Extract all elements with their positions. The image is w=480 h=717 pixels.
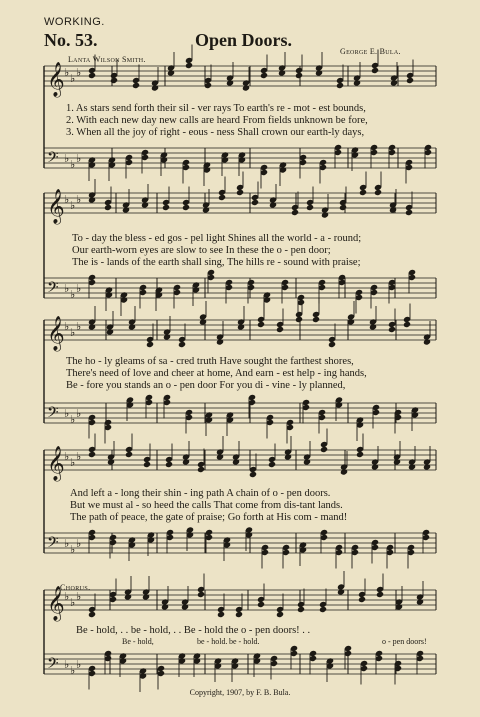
flat-sign: ♭ — [64, 320, 70, 333]
section-label: WORKING. — [44, 16, 105, 28]
note-head — [371, 67, 379, 74]
note-head — [423, 463, 431, 470]
note-head — [276, 611, 284, 618]
flat-sign: ♭ — [76, 152, 82, 165]
note-head — [297, 606, 305, 613]
note-head — [278, 69, 286, 76]
bass-clef: 𝄢 — [47, 655, 59, 676]
lyric-line: 3. When all the joy of right - eous - ness Shall crown our earth-ly days, — [66, 127, 365, 138]
note-head — [251, 199, 259, 206]
note-head — [388, 326, 396, 333]
bass-clef: 𝄢 — [47, 279, 59, 300]
note-head — [321, 211, 329, 218]
note-head — [369, 323, 377, 330]
note-head — [319, 606, 327, 613]
note-head — [295, 72, 303, 79]
note-head — [141, 201, 149, 208]
flat-sign: ♭ — [76, 66, 82, 79]
flat-sign: ♭ — [76, 407, 82, 420]
note-head — [146, 341, 154, 348]
flat-sign: ♭ — [76, 658, 82, 671]
flat-sign: ♭ — [70, 456, 76, 469]
note-head — [405, 209, 413, 216]
note-head — [163, 333, 171, 340]
chorus-label: Chorus. — [60, 583, 91, 592]
note-head — [182, 204, 190, 211]
bass-clef: 𝄢 — [47, 149, 59, 170]
note-head — [235, 611, 243, 618]
flat-sign: ♭ — [70, 596, 76, 609]
lyric-line: There's need of love and cheer at home, And earn - est help - ing hands, — [66, 368, 367, 379]
flat-sign: ♭ — [64, 193, 70, 206]
flat-sign: ♭ — [70, 543, 76, 556]
chorus-echo: Be - hold, — [122, 637, 154, 646]
note-head — [242, 84, 250, 91]
flat-sign: ♭ — [76, 193, 82, 206]
note-head — [257, 321, 265, 328]
note-head — [340, 468, 348, 475]
hymn-number: No. 53. — [44, 30, 98, 50]
lyric-line: Our earth-worn eyes are slow to see In these the o - pen door; — [72, 245, 331, 256]
flat-sign: ♭ — [70, 158, 76, 171]
flat-sign: ♭ — [70, 72, 76, 85]
treble-clef: 𝄞 — [47, 316, 65, 351]
chorus-lyric: Be - hold, . . be - hold, . . Be - hold the o - pen doors! . . — [76, 625, 311, 636]
note-head — [182, 458, 190, 465]
flat-sign: ♭ — [64, 590, 70, 603]
flat-sign: ♭ — [70, 413, 76, 426]
note-head — [303, 458, 311, 465]
note-head — [143, 461, 151, 468]
flat-sign: ♭ — [76, 537, 82, 550]
treble-clef: 𝄞 — [47, 189, 65, 224]
flat-sign: ♭ — [76, 320, 82, 333]
bass-clef: 𝄢 — [47, 534, 59, 555]
words-credit: Lanta Wilson Smith. — [68, 55, 146, 64]
chorus-echo: be - hold. — [197, 637, 228, 646]
note-head — [423, 338, 431, 345]
note-head — [202, 206, 210, 213]
note-head — [393, 458, 401, 465]
chorus-echo: be - hold. — [229, 637, 260, 646]
note-head — [151, 84, 159, 91]
flat-sign: ♭ — [64, 66, 70, 79]
note-head — [269, 201, 277, 208]
note-head — [142, 593, 150, 600]
note-head — [403, 321, 411, 328]
note-head — [178, 341, 186, 348]
note-head — [249, 471, 257, 478]
flat-sign: ♭ — [64, 450, 70, 463]
note-head — [162, 204, 170, 211]
flat-sign: ♭ — [64, 537, 70, 550]
treble-clef: 𝄞 — [47, 446, 65, 481]
treble-clef: 𝄞 — [47, 586, 65, 621]
note-head — [336, 82, 344, 89]
flat-sign: ♭ — [70, 664, 76, 677]
lyric-line: The path of peace, the gate of praise; Go forth at His com - mand! — [70, 512, 348, 523]
flat-sign: ♭ — [64, 152, 70, 165]
treble-clef: 𝄞 — [47, 62, 65, 97]
note-head — [124, 593, 132, 600]
copyright: Copyright, 1907, by F. B. Bula. — [189, 688, 291, 697]
lyric-line: To - day the bless - ed gos - pel light Shines all the world - a - round; — [72, 233, 362, 244]
lyric-line: And left a - long their shin - ing path A chain of o - pen doors. — [70, 488, 331, 499]
note-head — [406, 77, 414, 84]
note-head — [88, 451, 96, 458]
flat-sign: ♭ — [70, 199, 76, 212]
note-head — [197, 466, 205, 473]
flat-sign: ♭ — [70, 288, 76, 301]
flat-sign: ♭ — [64, 407, 70, 420]
flat-sign: ♭ — [70, 326, 76, 339]
flat-sign: ♭ — [76, 282, 82, 295]
lyric-line: The ho - ly gleams of sa - cred truth Have sought the farthest shores, — [66, 356, 354, 367]
note-head — [328, 341, 336, 348]
music-credit: George E. Bula. — [340, 47, 401, 56]
lyric-line: The is - lands of the earth shall sing, The hills re - sound with praise; — [72, 257, 361, 268]
hymn-title: Open Doors. — [195, 30, 293, 50]
note-head — [216, 338, 224, 345]
note-head — [371, 463, 379, 470]
note-head — [132, 82, 140, 89]
note-head — [217, 611, 225, 618]
lyric-line: Be - fore you stands an o - pen door For you di - vine - ly planned, — [66, 380, 346, 391]
note-head — [122, 206, 130, 213]
note-head — [291, 209, 299, 216]
lyric-line: 1. As stars send forth their sil - ver rays To earth's re - mot - est bounds, — [66, 103, 366, 114]
note-head — [339, 204, 347, 211]
flat-sign: ♭ — [64, 282, 70, 295]
lyric-line: But we must al - so heed the calls That come from dis-tant lands. — [70, 500, 343, 511]
flat-sign: ♭ — [76, 450, 82, 463]
flat-sign: ♭ — [76, 590, 82, 603]
lyric-line: 2. With each new day new calls are heard From fields unknown be fore, — [66, 115, 368, 126]
note-head — [88, 611, 96, 618]
note-head — [88, 323, 96, 330]
bass-clef: 𝄢 — [47, 404, 59, 425]
chorus-echo: o - pen doors! — [382, 637, 427, 646]
flat-sign: ♭ — [64, 658, 70, 671]
